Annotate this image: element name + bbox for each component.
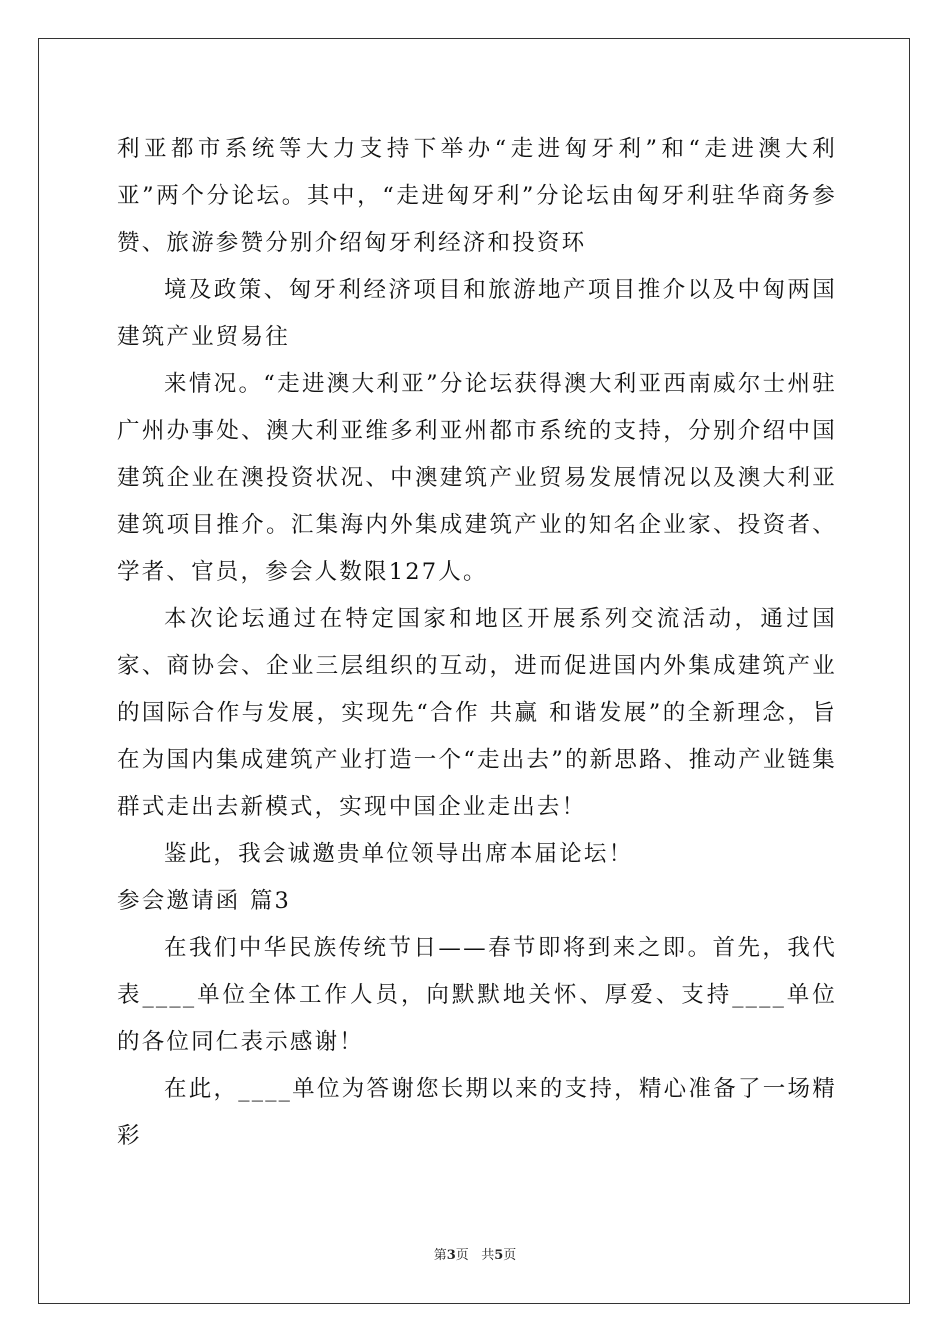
page-suffix: 页 bbox=[455, 1248, 469, 1263]
section-heading: 参会邀请函 篇3 bbox=[117, 888, 292, 914]
paragraph-6: 在我们中华民族传统节日——春节即将到来之即。首先，我代表____单位全体工作人员，向默默地关怀、厚爱、支持____单位的各位同仁表示感谢！ bbox=[117, 935, 837, 1055]
page-prefix: 第 bbox=[433, 1248, 447, 1263]
total-suffix: 页 bbox=[503, 1248, 517, 1263]
paragraph-3: 来情况。“走进澳大利亚”分论坛获得澳大利亚西南威尔士州驻广州办事处、澳大利亚维多利亚州都市系统的支持，分别介绍中国建筑企业在澳投资状况、中澳建筑产业贸易发展情况以及澳大利亚建筑项目推介。汇集海内外集成建筑产业的知名企业家、投资者、学者、官员，参会人数限127人。 bbox=[117, 371, 837, 585]
page-footer bbox=[0, 1244, 950, 1263]
paragraph-1: 利亚都市系统等大力支持下举办“走进匈牙利”和“走进澳大利亚”两个分论坛。其中，“走进匈牙利”分论坛由匈牙利驻华商务参赞、旅游参赞分别介绍匈牙利经济和投资环 bbox=[117, 136, 837, 256]
paragraph-7: 在此，____单位为答谢您长期以来的支持，精心准备了一场精彩 bbox=[117, 1076, 837, 1149]
paragraph-2: 境及政策、匈牙利经济项目和旅游地产项目推介以及中匈两国建筑产业贸易往 bbox=[117, 277, 837, 350]
total-prefix: 共 bbox=[481, 1248, 495, 1263]
paragraph-4: 本次论坛通过在特定国家和地区开展系列交流活动，通过国家、商协会、企业三层组织的互动，进而促进国内外集成建筑产业的国际合作与发展，实现先“合作 共赢 和谐发展”的全新理念，旨在为国内集成建筑产业打造一个“走出去”的新思路、推动产业链集群式走出去新模式，实现中国企业走出去！ bbox=[117, 606, 837, 820]
paragraph-5: 鉴此，我会诚邀贵单位领导出席本届论坛！ bbox=[164, 841, 634, 867]
current-page-number: 3 bbox=[446, 1248, 456, 1263]
document-body bbox=[117, 126, 837, 1160]
total-page-number: 5 bbox=[494, 1248, 504, 1263]
